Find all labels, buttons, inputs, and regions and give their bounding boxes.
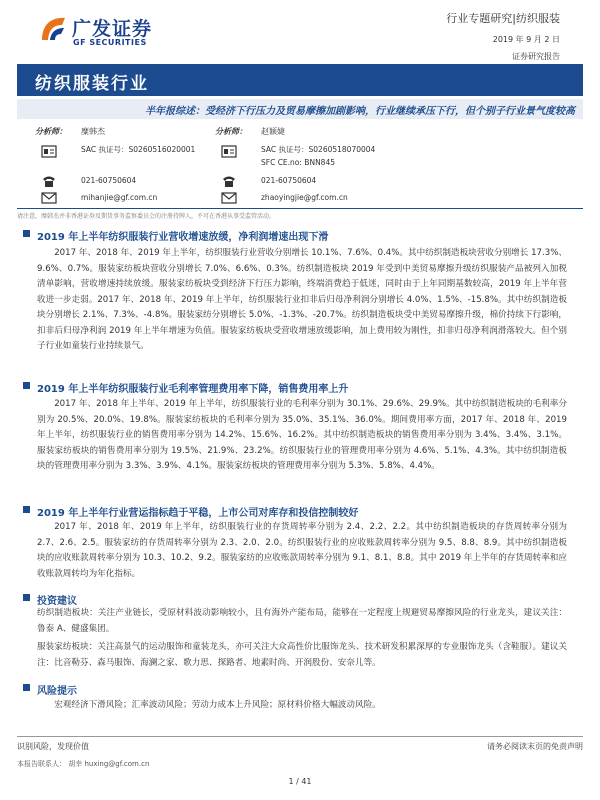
gf-logo-icon (38, 14, 68, 44)
section-heading (37, 592, 77, 607)
section-bullet-icon (23, 230, 30, 237)
section-bullet-icon (23, 594, 30, 601)
analyst-email[interactable]: mihanjie@gf.com.cn (81, 193, 158, 202)
report-category: 行业专题研究|纺织服装 (446, 12, 560, 25)
id-card-icon (221, 144, 237, 158)
analyst-info (35, 124, 575, 208)
analyst-card (215, 124, 475, 208)
analyst-email[interactable]: zhaoyingjie@gf.com.cn (261, 193, 348, 202)
industry-title: 纺织服装行业 (35, 74, 149, 94)
section-paragraph: 服装家纺板块：关注高景气的运动服饰和童装龙头，亦可关注大众高性价比服饰龙头、技术研发积累深厚的专业服饰龙头（含鞋服）。建议关注：比音勒芬、森马服饰、海澜之家、歌力思、探路者、地素时尚、开润股份、安奈儿等。 (37, 642, 567, 668)
section-paragraph: 2017 年、2018 年上半年、2019 年上半年，纺织服装行业的毛利率分别为 30.1%、29.6%、29.9%。其中纺织制造板块的毛利率分别为 20.5%、20.0%、19.8%。服装家纺板块的毛利率分别为 35.0%、35.1%、36.0%。期间费用率方面，2017 年、2018 年、2019 年上半年，纺织服装行业的销售费用率分别为 14.2%、15.6%、16.2%。其中纺织制造板块的销售费用率分别为 3.4%、3.4%、3.1%。服装家纺板块的销售费用率分别为 19.5%、21.9%、23.2%。纺织服装行业的管理费用率分别为 4.6%、5.1%、4.3%。其中纺织制造板块的管理费用率分别为 3.3%、3.9%、4.1%。服装家纺板块的管理费用率分别为 5.3%、5.8%、4.4%。 (37, 399, 567, 471)
section-heading (37, 380, 348, 395)
page-footer (17, 736, 583, 800)
analyst-sfc: SFC CE.no: BNN845 (261, 158, 335, 167)
section-paragraph: 2017 年、2018 年、2019 年上半年，纺织服装行业营收分别增长 10.1%、7.6%、0.4%。其中纺织制造板块营收分别增长 17.3%、9.6%、0.7%。服装家纺板块营收分别增长 7.0%、6.6%、0.3%。纺织制造板块 2019 年受到中美贸易摩擦升级纺织服装产品被列入加税清单影响，营收增速持续放缓。服装家纺板块受到经济下行压力影响，终端消费趋于低迷，同时由于上年同期基数较高，2019 年上半年营收进一步走弱。2017 年、2018 年、2019 年上半年，纺织服装行业扣非后归母净利润分别增长 4.0%、1.5%、-15.8%。其中纺织制造板块分别增长 2.1%、7.3%、-4.8%。服装家纺分别增长 5.0%、-1.3%、-20.7%。纺织制造板块受中美贸易摩擦升级，棉价持续下行影响，扣非后归母净利润 2019 年上半年增速为负值。服装家纺板块受营收增速放缓影响，加上费用较为刚性，扣非归母净利润滑落较大。但个别子行业如童装行业持续景气。 (37, 248, 567, 351)
section-heading-text: 投资建议 (37, 596, 77, 607)
page-number: 1 / 41 (288, 777, 312, 786)
logo-text-cn: 广发证券 (72, 18, 153, 40)
report-date: 2019 年 9 月 2 日 (492, 35, 560, 44)
phone-icon (41, 174, 57, 188)
header-meta (446, 10, 560, 62)
analyst-phone: 021-60750604 (81, 176, 137, 185)
section-bullet-icon (23, 382, 30, 389)
logo-text-en: GF SECURITIES (73, 38, 147, 47)
section-heading-text: 2019 年上半年纺织服装行业营收增速放缓，净利润增速出现下滑 (37, 232, 329, 243)
section-heading-text: 风险提示 (37, 686, 77, 697)
analyst-label: 分析师： (35, 127, 67, 136)
section-heading-text: 2019 年上半年纺织服装行业毛利率管理费用率下降，销售费用率上升 (37, 384, 349, 395)
analyst-label: 分析师： (215, 127, 247, 136)
id-card-icon (41, 144, 57, 158)
phone-icon (221, 174, 237, 188)
industry-banner (17, 64, 583, 96)
section-heading-text: 2019 年上半年行业营运指标趋于平稳，上市公司对库存和投信控制较好 (37, 508, 359, 519)
section-paragraph: 纺织制造板块：关注产业链长，受原材料波动影响较小，且有海外产能布局，能够在一定程度上规避贸易摩擦风险的行业龙头，建议关注：鲁泰 A、健盛集团。 (37, 608, 567, 634)
subtitle-bar (17, 99, 583, 119)
report-subtitle: 半年报综述：受经济下行压力及贸易摩擦加剧影响，行业继续承压下行，但个别子行业景气度较高 (145, 106, 575, 117)
page-header (0, 0, 600, 66)
section-heading (37, 682, 77, 697)
analyst-name: 糜韩杰 (81, 127, 105, 136)
analyst-disclaimer: 请注意，糜韩杰并非香港证券及期货事务监察委员会的注册持牌人，不可在香港从事受监管活动。 (17, 208, 583, 220)
analyst-phone: 021-60750604 (261, 176, 317, 185)
report-type: 证券研究报告 (512, 52, 560, 61)
gf-securities-logo (38, 12, 168, 54)
analyst-sac: SAC 执证号：S0260516020001 (81, 145, 196, 154)
section-paragraph: 2017 年、2018 年、2019 年上半年，纺织服装行业的存货周转率分别为 2.4、2.2、2.2。其中纺织制造板块的存货周转率分别为 2.7、2.6、2.5。服装家纺的存货周转率分别为 2.3、2.0、2.0。纺织服装行业的应收账款周转率分别为 9.5、8.8、8.9。其中纺织制造板块的应收账款周转率分别为 10.3、10.2、9.2。服装家纺的应收账款周转率分别为 9.1、8.1、8.8。其中 2019 年上半年的存货周转率和应收账款周转均为年化指标。 (37, 522, 567, 579)
analyst-name: 赵颖婕 (261, 127, 285, 136)
footer-disclaimer: 请务必阅读末页的免责声明 (487, 742, 583, 751)
section-bullet-icon (23, 684, 30, 691)
section-heading (37, 228, 328, 243)
email-icon (221, 191, 237, 205)
section-bullet-icon (23, 506, 30, 513)
section-paragraph: 宏观经济下滑风险；汇率波动风险；劳动力成本上升风险；原材料价格大幅波动风险。 (54, 700, 381, 710)
footer-slogan: 识别风险，发现价值 (17, 742, 89, 751)
section-heading (37, 504, 358, 519)
email-icon (41, 191, 57, 205)
analyst-sac: SAC 执证号：S0260518070004 (261, 145, 376, 154)
footer-contact: 本报告联系人： 胡幸 huxing@gf.com.cn (17, 760, 150, 768)
